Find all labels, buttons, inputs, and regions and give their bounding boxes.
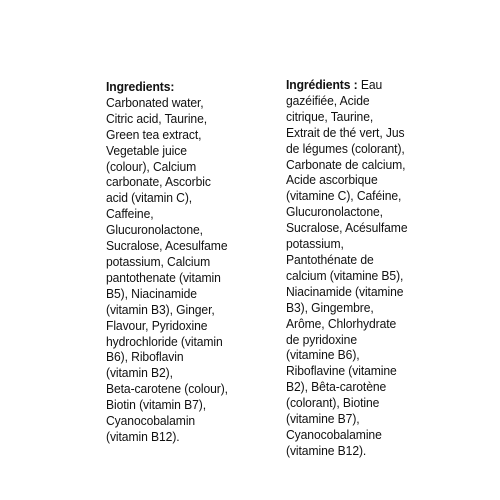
english-ingredient-line: Green tea extract, [106, 126, 202, 142]
english-ingredient-line: carbonate, Ascorbic [106, 174, 211, 190]
english-ingredient-line: Beta-carotene (colour), [106, 381, 228, 397]
french-ingredients-first-line [286, 77, 415, 93]
french-ingredient-line: (colorant), Biotine [286, 395, 380, 411]
french-ingredient-line: de pyridoxine [286, 331, 357, 347]
english-ingredient-line: potassium, Calcium [106, 253, 211, 269]
english-ingredient-line: Vegetable juice [106, 142, 187, 158]
french-ingredient-line: (vitamine C), Caféine, [286, 188, 402, 204]
english-ingredient-line: (vitamin B3), Ginger, [106, 301, 215, 317]
english-ingredient-line: Glucuronolactone, [106, 222, 203, 238]
english-ingredient-line: (colour), Calcium [106, 158, 197, 174]
french-ingredient-line: Riboflavine (vitamine [286, 363, 397, 379]
english-ingredients-heading: Ingredients: [106, 79, 175, 94]
french-ingredients-panel [286, 77, 415, 459]
english-ingredient-line: Sucralose, Acesulfame [106, 238, 228, 254]
english-ingredient-line: Biotin (vitamin B7), [106, 397, 206, 413]
french-ingredient-line: (vitamine B12). [286, 442, 367, 458]
french-ingredient-line: Acide ascorbique [286, 172, 378, 188]
english-ingredient-line: Citric acid, Taurine, [106, 110, 208, 126]
french-ingredient-line: citrique, Taurine, [286, 108, 374, 124]
english-ingredient-line: hydrochloride (vitamin [106, 333, 223, 349]
french-ingredient-line: Niacinamide (vitamine [286, 283, 404, 299]
english-ingredient-line: (vitamin B12). [106, 428, 180, 444]
french-ingredient-line: B2), Bêta-carotène [286, 379, 387, 395]
french-ingredient-line: Sucralose, Acésulfame [286, 220, 408, 236]
french-ingredient-line: Glucuronolactone, [286, 204, 383, 220]
english-ingredients-panel [106, 79, 253, 445]
french-ingredient-line: Pantothénate de [286, 251, 374, 267]
french-ingredient-line: gazéifiée, Acide [286, 92, 370, 108]
french-ingredients-heading: Ingrédients : [286, 77, 358, 92]
english-ingredient-line: pantothenate (vitamin [106, 269, 221, 285]
english-ingredients-list [106, 95, 253, 445]
english-ingredient-line: Cyanocobalamin [106, 413, 196, 429]
english-ingredient-line: Carbonated water, [106, 94, 204, 110]
english-ingredient-line: B5), Niacinamide [106, 285, 197, 301]
french-ingredient-line: potassium, [286, 236, 344, 252]
french-ingredient-line: (vitamine B6), [286, 347, 360, 363]
french-ingredient-line: de légumes (colorant), [286, 140, 405, 156]
french-ingredient-line: Carbonate de calcium, [286, 156, 406, 172]
english-ingredient-line: acid (vitamin C), [106, 190, 193, 206]
french-ingredient-line: calcium (vitamine B5), [286, 267, 404, 283]
french-ingredients-first-text: Eau [357, 77, 383, 92]
english-ingredient-line: (vitamin B2), [106, 365, 173, 381]
french-ingredient-line: Extrait de thé vert, Jus [286, 124, 405, 140]
french-ingredient-line: Cyanocobalamine [286, 426, 382, 442]
english-ingredient-line: Flavour, Pyridoxine [106, 317, 208, 333]
french-ingredients-list [286, 93, 415, 459]
french-ingredient-line: Arôme, Chlorhydrate [286, 315, 397, 331]
french-ingredient-line: B3), Gingembre, [286, 299, 374, 315]
french-ingredient-line: (vitamine B7), [286, 411, 360, 427]
english-ingredient-line: Caffeine, [106, 206, 154, 222]
english-ingredient-line: B6), Riboflavin [106, 349, 184, 365]
